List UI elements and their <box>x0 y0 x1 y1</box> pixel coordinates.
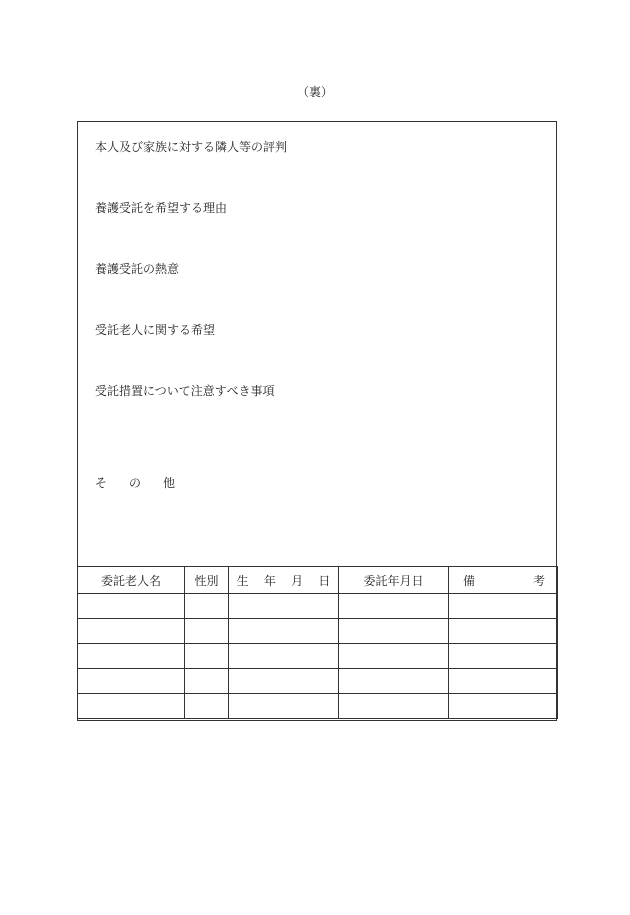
other-char-2: の <box>129 476 142 490</box>
cell-sex <box>185 594 229 619</box>
header-remarks-c1: 備 <box>463 573 476 588</box>
form-frame <box>77 121 557 721</box>
cell-birth <box>229 694 339 719</box>
cell-date <box>339 619 449 644</box>
cell-date <box>339 644 449 669</box>
other-char-1: そ <box>95 476 108 490</box>
header-remarks <box>449 567 558 594</box>
cell-sex <box>185 644 229 669</box>
cell-sex <box>185 694 229 719</box>
table-row <box>78 644 558 669</box>
cell-date <box>339 669 449 694</box>
cell-birth <box>229 669 339 694</box>
cell-remarks <box>449 619 558 644</box>
header-date: 委託年月日 <box>339 567 449 594</box>
cell-sex <box>185 669 229 694</box>
cell-name <box>78 619 185 644</box>
cell-name <box>78 594 185 619</box>
cell-remarks <box>449 594 558 619</box>
table-row <box>78 694 558 719</box>
header-birth-c3: 月 <box>291 573 304 588</box>
cell-birth <box>229 644 339 669</box>
entrustment-table <box>77 566 558 719</box>
cell-date <box>339 594 449 619</box>
table-row <box>78 594 558 619</box>
cell-name <box>78 694 185 719</box>
other-char-3: 他 <box>163 476 176 490</box>
header-birth-c4: 日 <box>318 573 331 588</box>
cell-name <box>78 669 185 694</box>
header-remarks-c2: 考 <box>532 573 545 588</box>
section-notes: 受託措置について注意すべき事項 <box>95 384 275 398</box>
table-row <box>78 619 558 644</box>
page-heading: （裏） <box>296 85 333 99</box>
header-birth-c2: 年 <box>263 573 276 588</box>
header-birth-c1: 生 <box>236 573 249 588</box>
cell-sex <box>185 619 229 644</box>
section-enthusiasm: 養護受託の熱意 <box>95 262 180 276</box>
table-row <box>78 669 558 694</box>
section-other <box>95 474 175 491</box>
header-name: 委託老人名 <box>78 567 185 594</box>
cell-birth <box>229 619 339 644</box>
cell-remarks <box>449 644 558 669</box>
table-header-row <box>78 567 558 594</box>
cell-name <box>78 644 185 669</box>
cell-remarks <box>449 694 558 719</box>
cell-date <box>339 694 449 719</box>
cell-remarks <box>449 669 558 694</box>
section-reason: 養護受託を希望する理由 <box>95 201 228 215</box>
header-sex: 性別 <box>185 567 229 594</box>
section-preference: 受託老人に関する希望 <box>95 323 216 337</box>
cell-birth <box>229 594 339 619</box>
section-reputation: 本人及び家族に対する隣人等の評判 <box>95 140 288 154</box>
header-birth <box>229 567 339 594</box>
